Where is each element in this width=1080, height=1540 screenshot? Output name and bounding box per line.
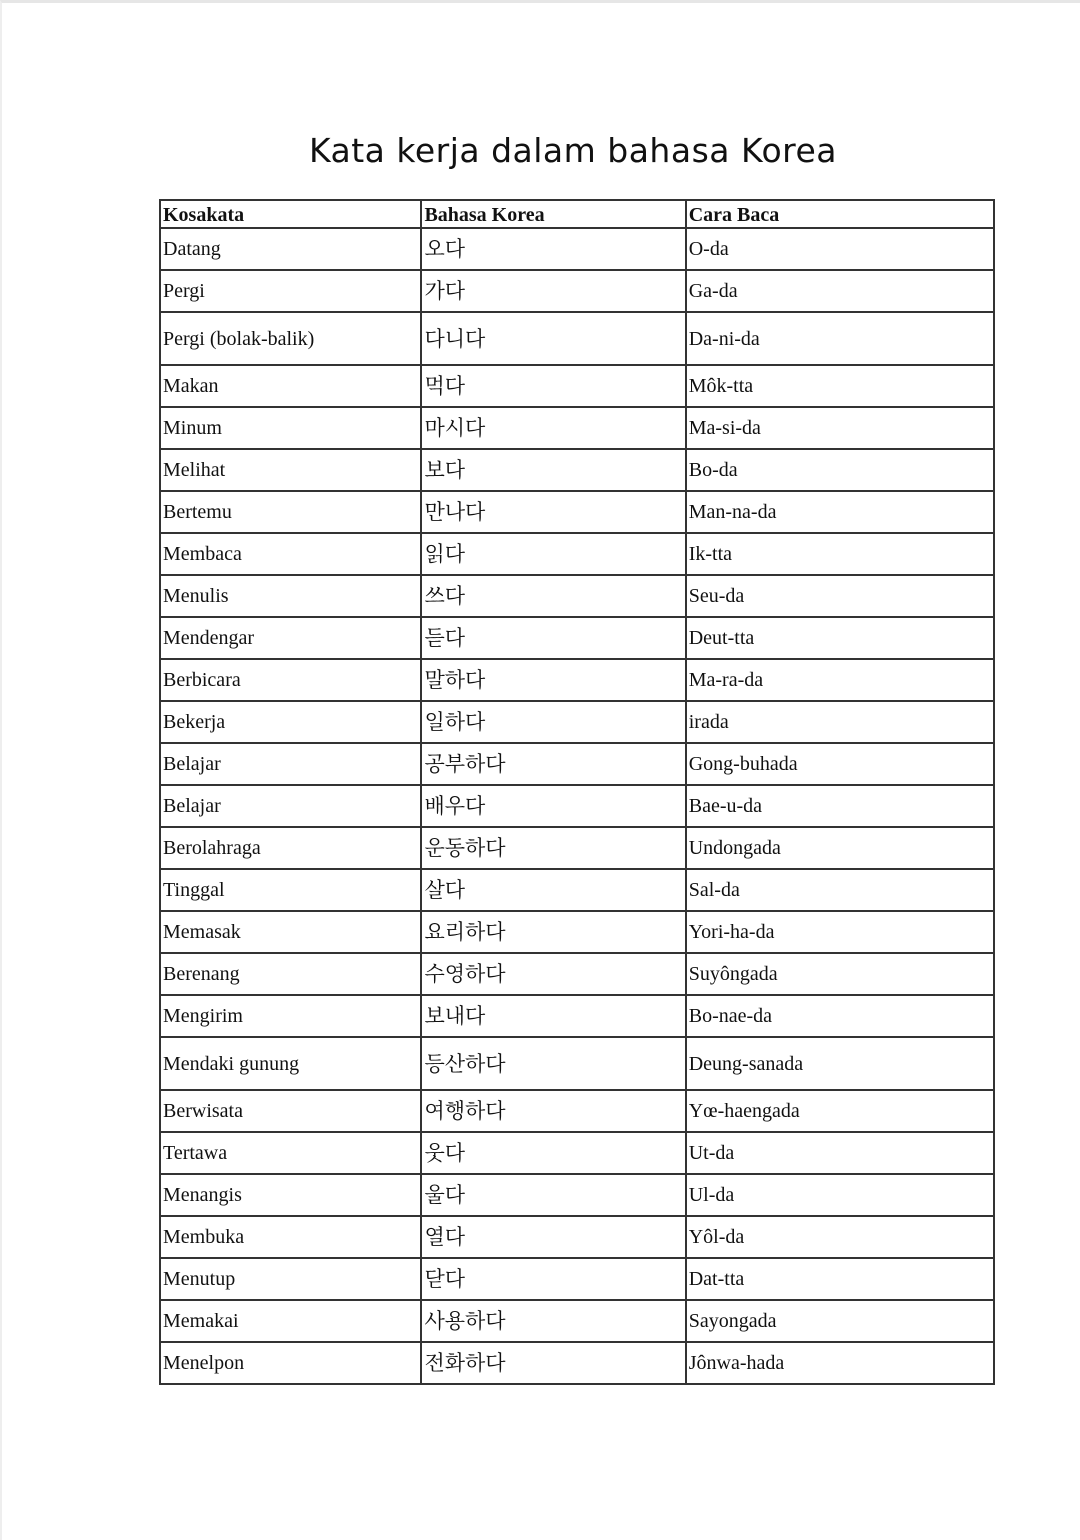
cell-kosakata: Berenang (160, 953, 421, 995)
cell-cara-baca: Deut-tta (686, 617, 994, 659)
cell-cara-baca: Da-ni-da (686, 312, 994, 365)
cell-cara-baca: Yœ-haengada (686, 1090, 994, 1132)
cell-cara-baca: Deung-sanada (686, 1037, 994, 1090)
cell-kosakata: Berwisata (160, 1090, 421, 1132)
cell-kosakata: Datang (160, 228, 421, 270)
cell-kosakata: Pergi (bolak-balik) (160, 312, 421, 365)
cell-bahasa-korea: 일하다 (421, 701, 685, 743)
cell-cara-baca: irada (686, 701, 994, 743)
cell-cara-baca: Ut-da (686, 1132, 994, 1174)
cell-bahasa-korea: 가다 (421, 270, 685, 312)
header-bahasa-korea: Bahasa Korea (421, 200, 685, 228)
cell-bahasa-korea: 먹다 (421, 365, 685, 407)
cell-bahasa-korea: 운동하다 (421, 827, 685, 869)
cell-cara-baca: Sayongada (686, 1300, 994, 1342)
cell-bahasa-korea: 공부하다 (421, 743, 685, 785)
table-row (160, 1174, 994, 1216)
header-kosakata: Kosakata (160, 200, 421, 228)
cell-cara-baca: Man-na-da (686, 491, 994, 533)
cell-bahasa-korea: 마시다 (421, 407, 685, 449)
cell-kosakata: Pergi (160, 270, 421, 312)
cell-bahasa-korea: 읽다 (421, 533, 685, 575)
cell-cara-baca: Môk-tta (686, 365, 994, 407)
table-row (160, 312, 994, 365)
cell-cara-baca: Ma-si-da (686, 407, 994, 449)
cell-cara-baca: Ga-da (686, 270, 994, 312)
cell-kosakata: Belajar (160, 743, 421, 785)
cell-kosakata: Memakai (160, 1300, 421, 1342)
cell-bahasa-korea: 보다 (421, 449, 685, 491)
table-row (160, 1216, 994, 1258)
cell-bahasa-korea: 울다 (421, 1174, 685, 1216)
cell-cara-baca: Bo-da (686, 449, 994, 491)
cell-bahasa-korea: 닫다 (421, 1258, 685, 1300)
cell-cara-baca: Dat-tta (686, 1258, 994, 1300)
cell-bahasa-korea: 만나다 (421, 491, 685, 533)
cell-kosakata: Menangis (160, 1174, 421, 1216)
cell-bahasa-korea: 듣다 (421, 617, 685, 659)
cell-kosakata: Mendaki gunung (160, 1037, 421, 1090)
cell-bahasa-korea: 말하다 (421, 659, 685, 701)
table-row (160, 953, 994, 995)
cell-kosakata: Mendengar (160, 617, 421, 659)
cell-cara-baca: Jônwa-hada (686, 1342, 994, 1384)
cell-bahasa-korea: 사용하다 (421, 1300, 685, 1342)
cell-cara-baca: Bo-nae-da (686, 995, 994, 1037)
cell-bahasa-korea: 열다 (421, 1216, 685, 1258)
table-header-row (160, 200, 994, 228)
cell-cara-baca: Suyôngada (686, 953, 994, 995)
table-row (160, 491, 994, 533)
cell-bahasa-korea: 수영하다 (421, 953, 685, 995)
cell-cara-baca: Yori-ha-da (686, 911, 994, 953)
table-row (160, 995, 994, 1037)
table-row (160, 365, 994, 407)
cell-bahasa-korea: 오다 (421, 228, 685, 270)
table-row (160, 869, 994, 911)
cell-kosakata: Menulis (160, 575, 421, 617)
cell-kosakata: Menutup (160, 1258, 421, 1300)
cell-kosakata: Bertemu (160, 491, 421, 533)
cell-kosakata: Memasak (160, 911, 421, 953)
cell-kosakata: Tinggal (160, 869, 421, 911)
table-row (160, 407, 994, 449)
table-row (160, 1342, 994, 1384)
cell-bahasa-korea: 살다 (421, 869, 685, 911)
cell-cara-baca: Gong-buhada (686, 743, 994, 785)
cell-bahasa-korea: 여행하다 (421, 1090, 685, 1132)
cell-cara-baca: Ul-da (686, 1174, 994, 1216)
cell-kosakata: Bekerja (160, 701, 421, 743)
table-row (160, 701, 994, 743)
table-row (160, 659, 994, 701)
cell-bahasa-korea: 다니다 (421, 312, 685, 365)
cell-cara-baca: O-da (686, 228, 994, 270)
table-row (160, 1037, 994, 1090)
cell-kosakata: Belajar (160, 785, 421, 827)
cell-bahasa-korea: 웃다 (421, 1132, 685, 1174)
cell-bahasa-korea: 쓰다 (421, 575, 685, 617)
table-body (160, 228, 994, 1384)
cell-kosakata: Berbicara (160, 659, 421, 701)
cell-bahasa-korea: 등산하다 (421, 1037, 685, 1090)
cell-cara-baca: Sal-da (686, 869, 994, 911)
table-row (160, 1132, 994, 1174)
vocabulary-table (159, 199, 995, 1385)
table-row (160, 617, 994, 659)
cell-bahasa-korea: 전화하다 (421, 1342, 685, 1384)
document-title: Kata kerja dalam bahasa Korea (308, 131, 838, 170)
cell-bahasa-korea: 배우다 (421, 785, 685, 827)
cell-kosakata: Makan (160, 365, 421, 407)
cell-kosakata: Membuka (160, 1216, 421, 1258)
cell-kosakata: Mengirim (160, 995, 421, 1037)
header-cara-baca: Cara Baca (686, 200, 994, 228)
cell-cara-baca: Yôl-da (686, 1216, 994, 1258)
cell-bahasa-korea: 요리하다 (421, 911, 685, 953)
table-row (160, 449, 994, 491)
cell-cara-baca: Ik-tta (686, 533, 994, 575)
cell-kosakata: Melihat (160, 449, 421, 491)
table-row (160, 1258, 994, 1300)
cell-kosakata: Minum (160, 407, 421, 449)
cell-bahasa-korea: 보내다 (421, 995, 685, 1037)
cell-kosakata: Berolahraga (160, 827, 421, 869)
cell-cara-baca: Undongada (686, 827, 994, 869)
table-row (160, 1300, 994, 1342)
table-row (160, 533, 994, 575)
table-row (160, 785, 994, 827)
cell-kosakata: Menelpon (160, 1342, 421, 1384)
cell-kosakata: Tertawa (160, 1132, 421, 1174)
cell-cara-baca: Bae-u-da (686, 785, 994, 827)
cell-cara-baca: Ma-ra-da (686, 659, 994, 701)
cell-kosakata: Membaca (160, 533, 421, 575)
table-row (160, 827, 994, 869)
table-row (160, 270, 994, 312)
table-row (160, 1090, 994, 1132)
table-row (160, 911, 994, 953)
table-row (160, 228, 994, 270)
table-row (160, 575, 994, 617)
cell-cara-baca: Seu-da (686, 575, 994, 617)
table-row (160, 743, 994, 785)
